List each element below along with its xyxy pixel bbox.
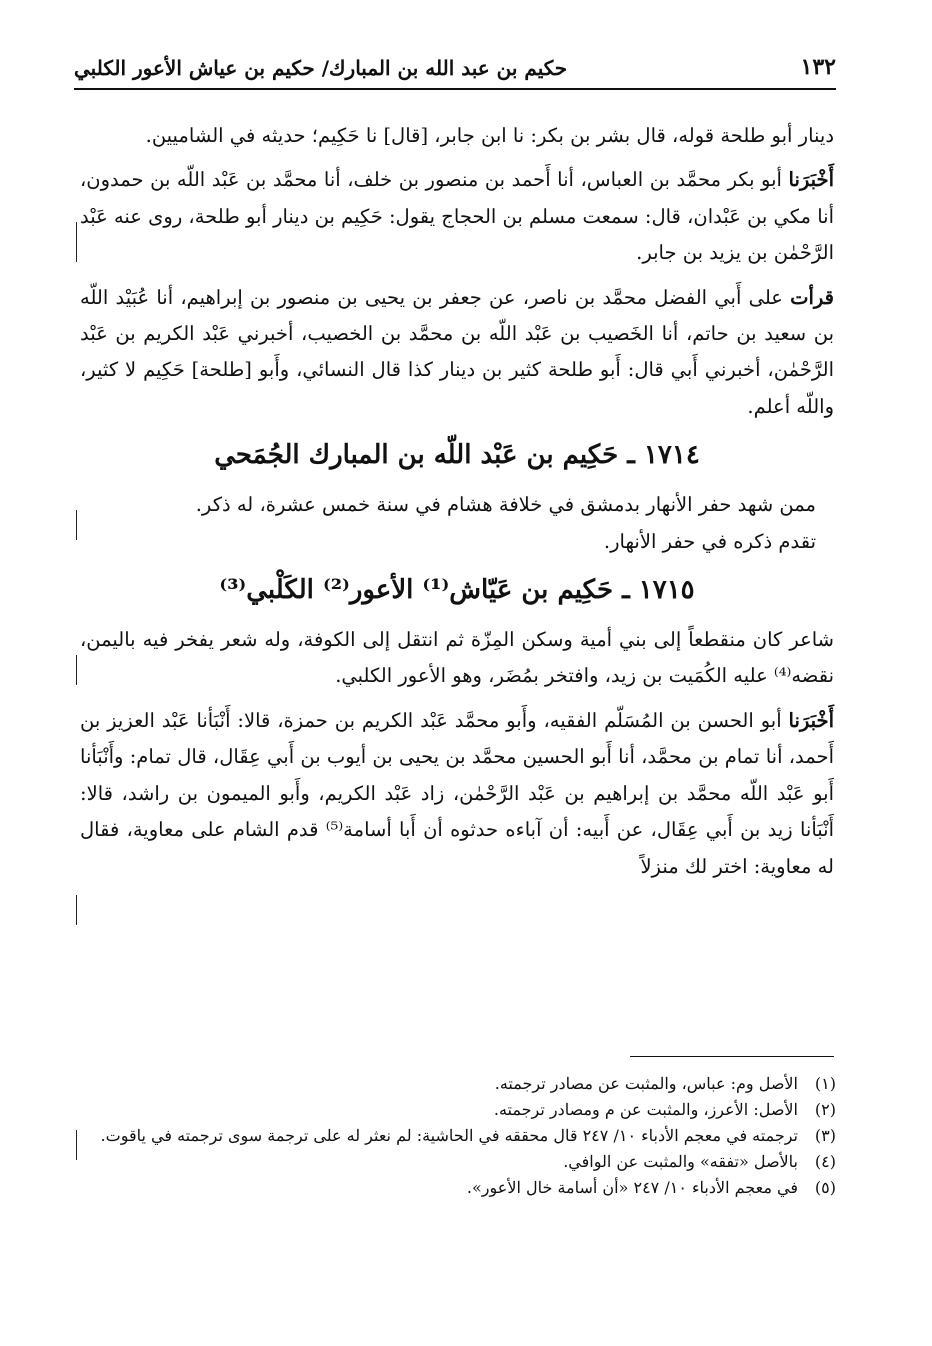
margin-mark [76,895,77,925]
paragraph [80,703,834,885]
paragraph-text: أبو بكر محمَّد بن العباس، أنا أَحمد بن منصور بن خلف، أنا محمَّد بن عَبْد اللّه بن حمدون، أنا مكي بن عَبْدان، قال: سمعت مسلم بن الحجاج يقول: حَكِيم بن دينار أبو طلحة، روى عنه عَبْد الرَّحْمٰن بن يزيد بن جابر. [80,168,834,265]
footnote [80,1149,836,1175]
footnote-text: الأصل: الأعرز، والمثبت عن م ومصادر ترجمته. [493,1100,798,1119]
paragraph [80,162,834,271]
footnote [80,1175,836,1201]
paragraph-text: ممن شهد حفر الأنهار بدمشق في خلافة هشام في سنة خمس عشرة، له ذكر. [195,493,816,517]
footnote-text: في معجم الأدباء ١٠/ ٢٤٧ «أن أسامة خال الأعور». [466,1178,798,1197]
page-number: ١٣٢ [800,54,836,80]
entry-heading-1715: ١٧١٥ ـ حَكِيم بن عَيّاش⁽¹⁾ الأعور⁽²⁾ الكَلْبي⁽³⁾ [219,575,695,606]
entry-1714-line [80,524,834,560]
main-text [80,118,834,893]
footnote-number: (٤) [814,1152,836,1171]
footnote-number: (٥) [814,1178,836,1197]
footnote-text: الأصل وم: عباس، والمثبت عن مصادر ترجمته. [494,1074,798,1093]
margin-mark [76,510,77,540]
footnote-number: (٣) [814,1126,836,1145]
margin-mark [76,222,77,262]
footnote [80,1097,836,1123]
header-rule [74,88,836,90]
paragraph-text: على أَبي الفضل محمَّد بن ناصر، عن جعفر بن يحيى بن منصور بن إبراهيم، أنا عُبَيْد اللّه بن سعيد بن حاتم، أنا الخَصيب بن عَبْد اللّه بن محمَّد بن الخصيب، أخبرني عَبْد الكريم بن عَبْد الرَّحْمٰن، أخبرني أَبي قال: أَبو طلحة كثير بن دينار كذا قال النسائي، وأَبو [طلحة] حَكِيم لا كثير، واللّه أعلم. [80,285,834,418]
margin-mark [76,655,77,685]
paragraph-text: أبو الحسن بن المُسَلّم الفقيه، وأَبو محمَّد عَبْد الكريم بن حمزة، قالا: أَنْبَأنا عَبْد العزيز بن أَحمد، أنا تمام بن محمَّد، أنا أَبو الحسين محمَّد بن يحيى بن أيوب بن أَبي عِقَال، قال تمام: وأَنْبَأنا أَبو عَبْد اللّه محمَّد بن إبراهيم بن عَبْد الرَّحْمٰن، زاد عَبْد الكريم، وأَبو الميمون بن راشد، قالا: أَنْبَأنا زيد بن أَبي عِقَال، عن أَبيه: أن آباءه حدثوه أن أَبا أسامة⁽⁵⁾ قدم الشام على معاوية، فقال له معاوية: اختر لك منزلاً [80,708,835,878]
margin-mark [76,1130,77,1160]
paragraph [80,118,834,154]
footnotes [80,1071,836,1201]
footnote-separator [630,1056,834,1057]
paragraph [80,280,834,426]
running-title: حكيم بن عبد الله بن المبارك/ حكيم بن عياش الأعور الكلبي [74,56,568,80]
paragraph-lead-word: أَخْبَرَنا [788,168,834,192]
paragraph-lead-word: قرأت [790,285,834,309]
footnote-text: بالأصل «تفقه» والمثبت عن الوافي. [563,1152,798,1171]
footnote-number: (٢) [814,1100,836,1119]
paragraph [80,622,834,695]
entry-heading-1714: ١٧١٤ ـ حَكِيم بن عَبْد اللّه بن المبارك الجُمَحي [214,440,700,471]
page-header [74,44,836,90]
paragraph-lead-word: أَخْبَرَنا [788,708,834,732]
footnote [80,1071,836,1097]
paragraph-text: تقدم ذكره في حفر الأنهار. [603,529,816,553]
footnote-number: (١) [814,1074,836,1093]
footnote-text: ترجمته في معجم الأدباء ١٠/ ٢٤٧ قال محققه في الحاشية: لم نعثر له على ترجمة سوى ترجمته في ياقوت. [100,1126,798,1145]
paragraph-text: دينار أبو طلحة قوله، قال بشر بن بكر: نا ابن جابر، [قال] نا حَكِيم؛ حديثه في الشاميين. [145,124,834,147]
entry-1714-line [80,487,834,523]
paragraph-text: شاعر كان منقطعاً إلى بني أمية وسكن المِزّة ثم انتقل إلى الكوفة، وله شعر يفخر فيه باليمن، نقضه⁽⁴⁾ عليه الكُمَيت بن زيد، وافتخر بمُضَر، وهو الأعور الكلبي. [80,628,834,688]
footnote [80,1123,836,1149]
